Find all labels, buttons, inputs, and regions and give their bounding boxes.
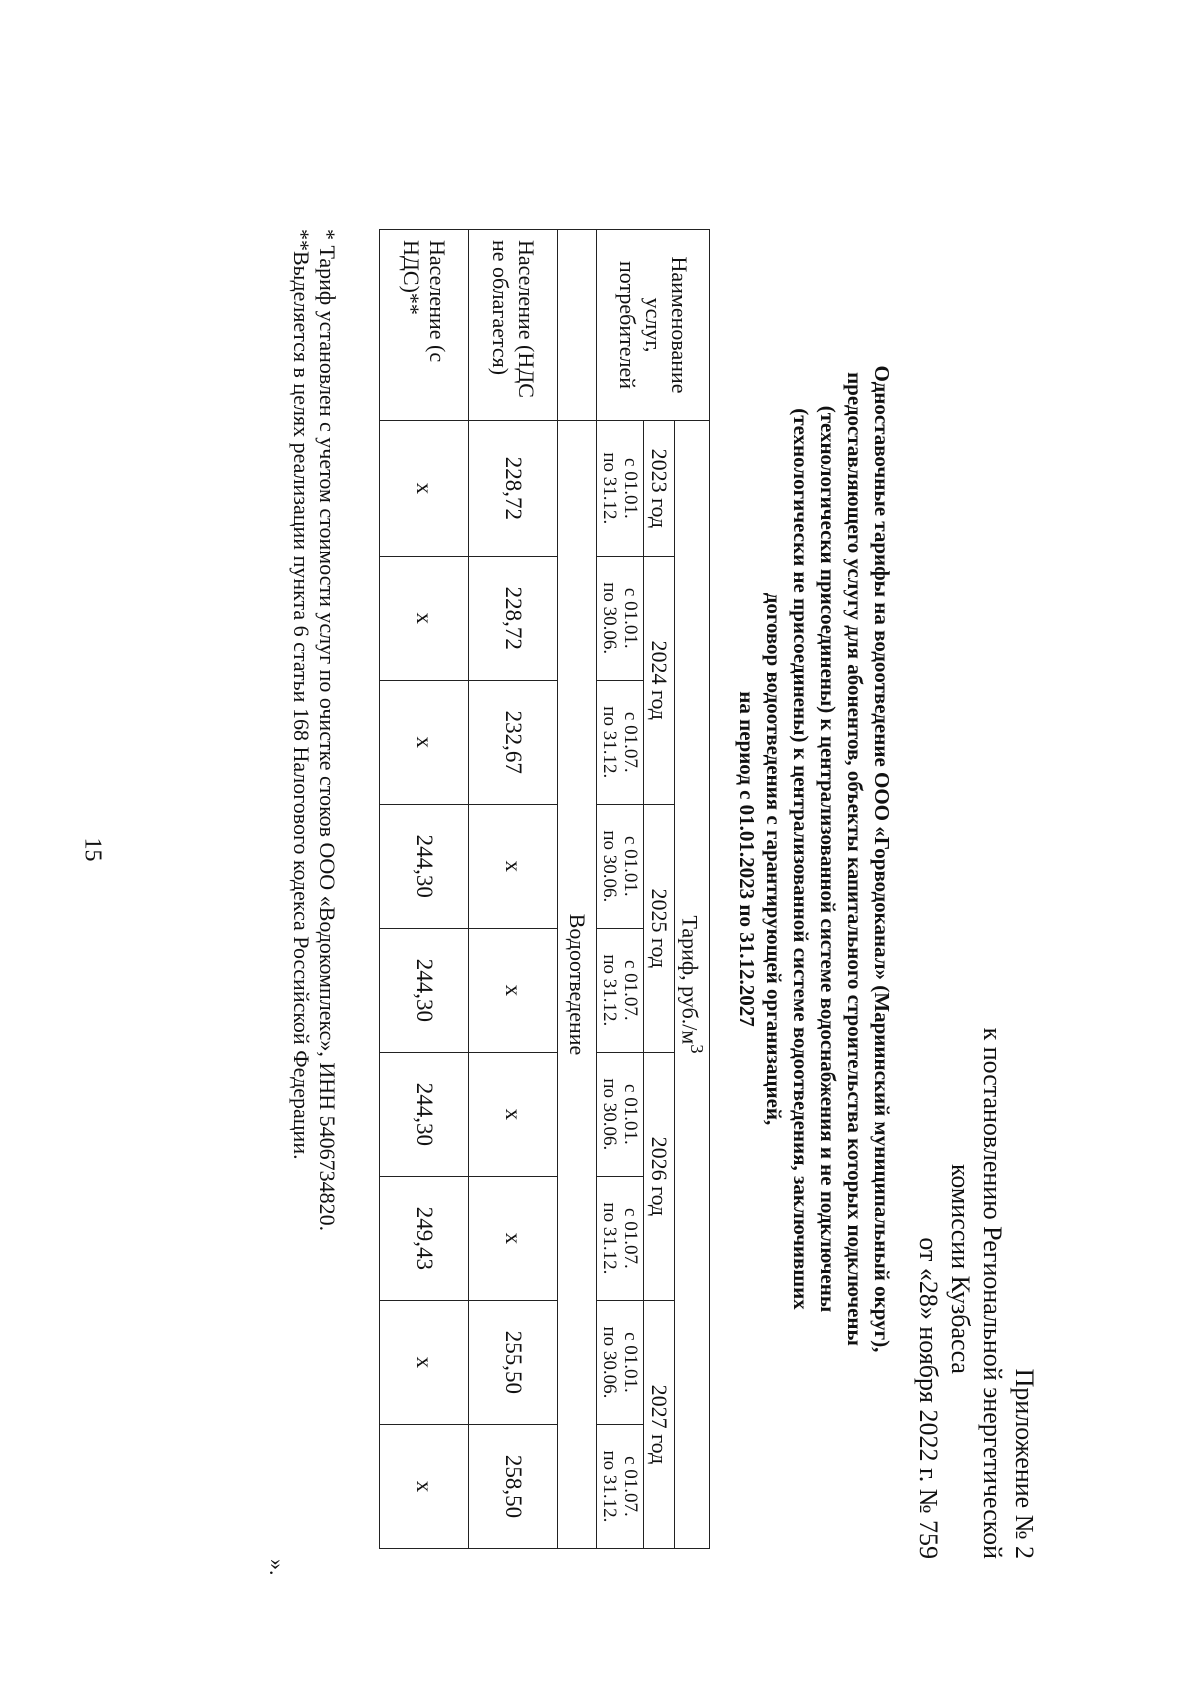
section-label: Водоотведение: [557, 421, 596, 1549]
tariff-value: х: [468, 1052, 557, 1176]
table-header-row: [674, 230, 709, 1549]
footnote-tariff: * Тариф установлен с учетом стоимости услуг по очистке стоков ООО «Водокомплекс», ИНН 5406734820.: [315, 229, 340, 1232]
name-header: Наименование услуг, потребителей: [596, 230, 709, 421]
year-header: 2026 год: [643, 1052, 674, 1300]
title-line: Одноставочные тарифы на водоотведение ООО «Горводоканал» (Мариинский муниципальный округ),: [870, 365, 894, 1353]
tariff-value: 249,43: [379, 1176, 468, 1300]
document-title: [733, 189, 895, 1529]
year-header: 2024 год: [643, 556, 674, 804]
tariff-value: х: [379, 1300, 468, 1424]
year-header: 2027 год: [643, 1300, 674, 1548]
tariff-header: Тариф, $руб./м^3$: [674, 421, 709, 1549]
year-header: 2025 год: [643, 804, 674, 1052]
tariff-value: 244,30: [379, 804, 468, 928]
tariff-value: х: [379, 680, 468, 804]
title-line: (технологически присоединены) к централизованной системе водоснабжения и не подключены: [816, 405, 840, 1313]
tariff-value: х: [379, 1424, 468, 1548]
period-header: с 01.01. по 31.12.: [596, 421, 643, 557]
tariff-value: 244,30: [379, 1052, 468, 1176]
footnotes: [288, 229, 340, 1609]
period-header: с 01.07. по 31.12.: [596, 928, 643, 1052]
title-line: на период с 01.01.2023 по 31.12.2027: [735, 691, 759, 1027]
appendix-commission: комиссии Кузбасса: [946, 1164, 975, 1374]
appendix-number: Приложение № 2: [1010, 1368, 1039, 1559]
period-header: с 01.07. по 31.12.: [596, 680, 643, 804]
period-header: с 01.01. по 30.06.: [596, 1300, 643, 1424]
period-header: с 01.07. по 31.12.: [596, 1424, 643, 1548]
section-empty-cell: [557, 230, 596, 421]
tariff-value: 228,72: [468, 556, 557, 680]
tariff-value: х: [468, 928, 557, 1052]
row-name: Население (с НДС)**: [379, 230, 468, 421]
tariff-value: 228,72: [468, 421, 557, 557]
tariff-value: х: [468, 1176, 557, 1300]
tariff-value: х: [468, 804, 557, 928]
appendix-reference: к постановлению Региональной энергетической: [978, 1027, 1007, 1559]
title-line: предоставляющего услугу для абонентов, объекты капитального строительства которых подключены: [843, 372, 867, 1346]
row-name: Население (НДС не облагается): [468, 230, 557, 421]
period-header: с 01.07. по 31.12.: [596, 1176, 643, 1300]
tariff-table: [379, 229, 710, 1549]
table-row: [379, 230, 468, 1549]
rotated-document-content: [100, 69, 1100, 1629]
tariff-value: 244,30: [379, 928, 468, 1052]
period-header: с 01.01. по 30.06.: [596, 804, 643, 928]
section-row: [557, 230, 596, 1549]
year-header: 2023 год: [643, 421, 674, 557]
appendix-date: от «28» ноября 2022 г. № 759: [914, 1237, 943, 1559]
period-header-row: [596, 230, 643, 1549]
footnote-vat: **Выделяется в целях реализации пункта 6 статьи 168 Налогового кодекса Российской Федерации.: [289, 229, 314, 1160]
title-line: (технологически не присоединены) к централизованной системе водоотведения, заключивших: [789, 408, 813, 1310]
appendix-header: [912, 739, 1040, 1559]
period-header: с 01.01. по 30.06.: [596, 556, 643, 680]
tariff-value: х: [379, 421, 468, 557]
tariff-value: 258,50: [468, 1424, 557, 1548]
table-row: [468, 230, 557, 1549]
period-header: с 01.01. по 30.06.: [596, 1052, 643, 1176]
year-header-row: [643, 230, 674, 1549]
page-number: 15: [79, 837, 106, 862]
tariff-value: х: [379, 556, 468, 680]
closing-quote: ».: [265, 1559, 290, 1576]
title-line: договор водоотведения с гарантирующей организацией,: [762, 592, 786, 1126]
tariff-value: 232,67: [468, 680, 557, 804]
tariff-value: 255,50: [468, 1300, 557, 1424]
